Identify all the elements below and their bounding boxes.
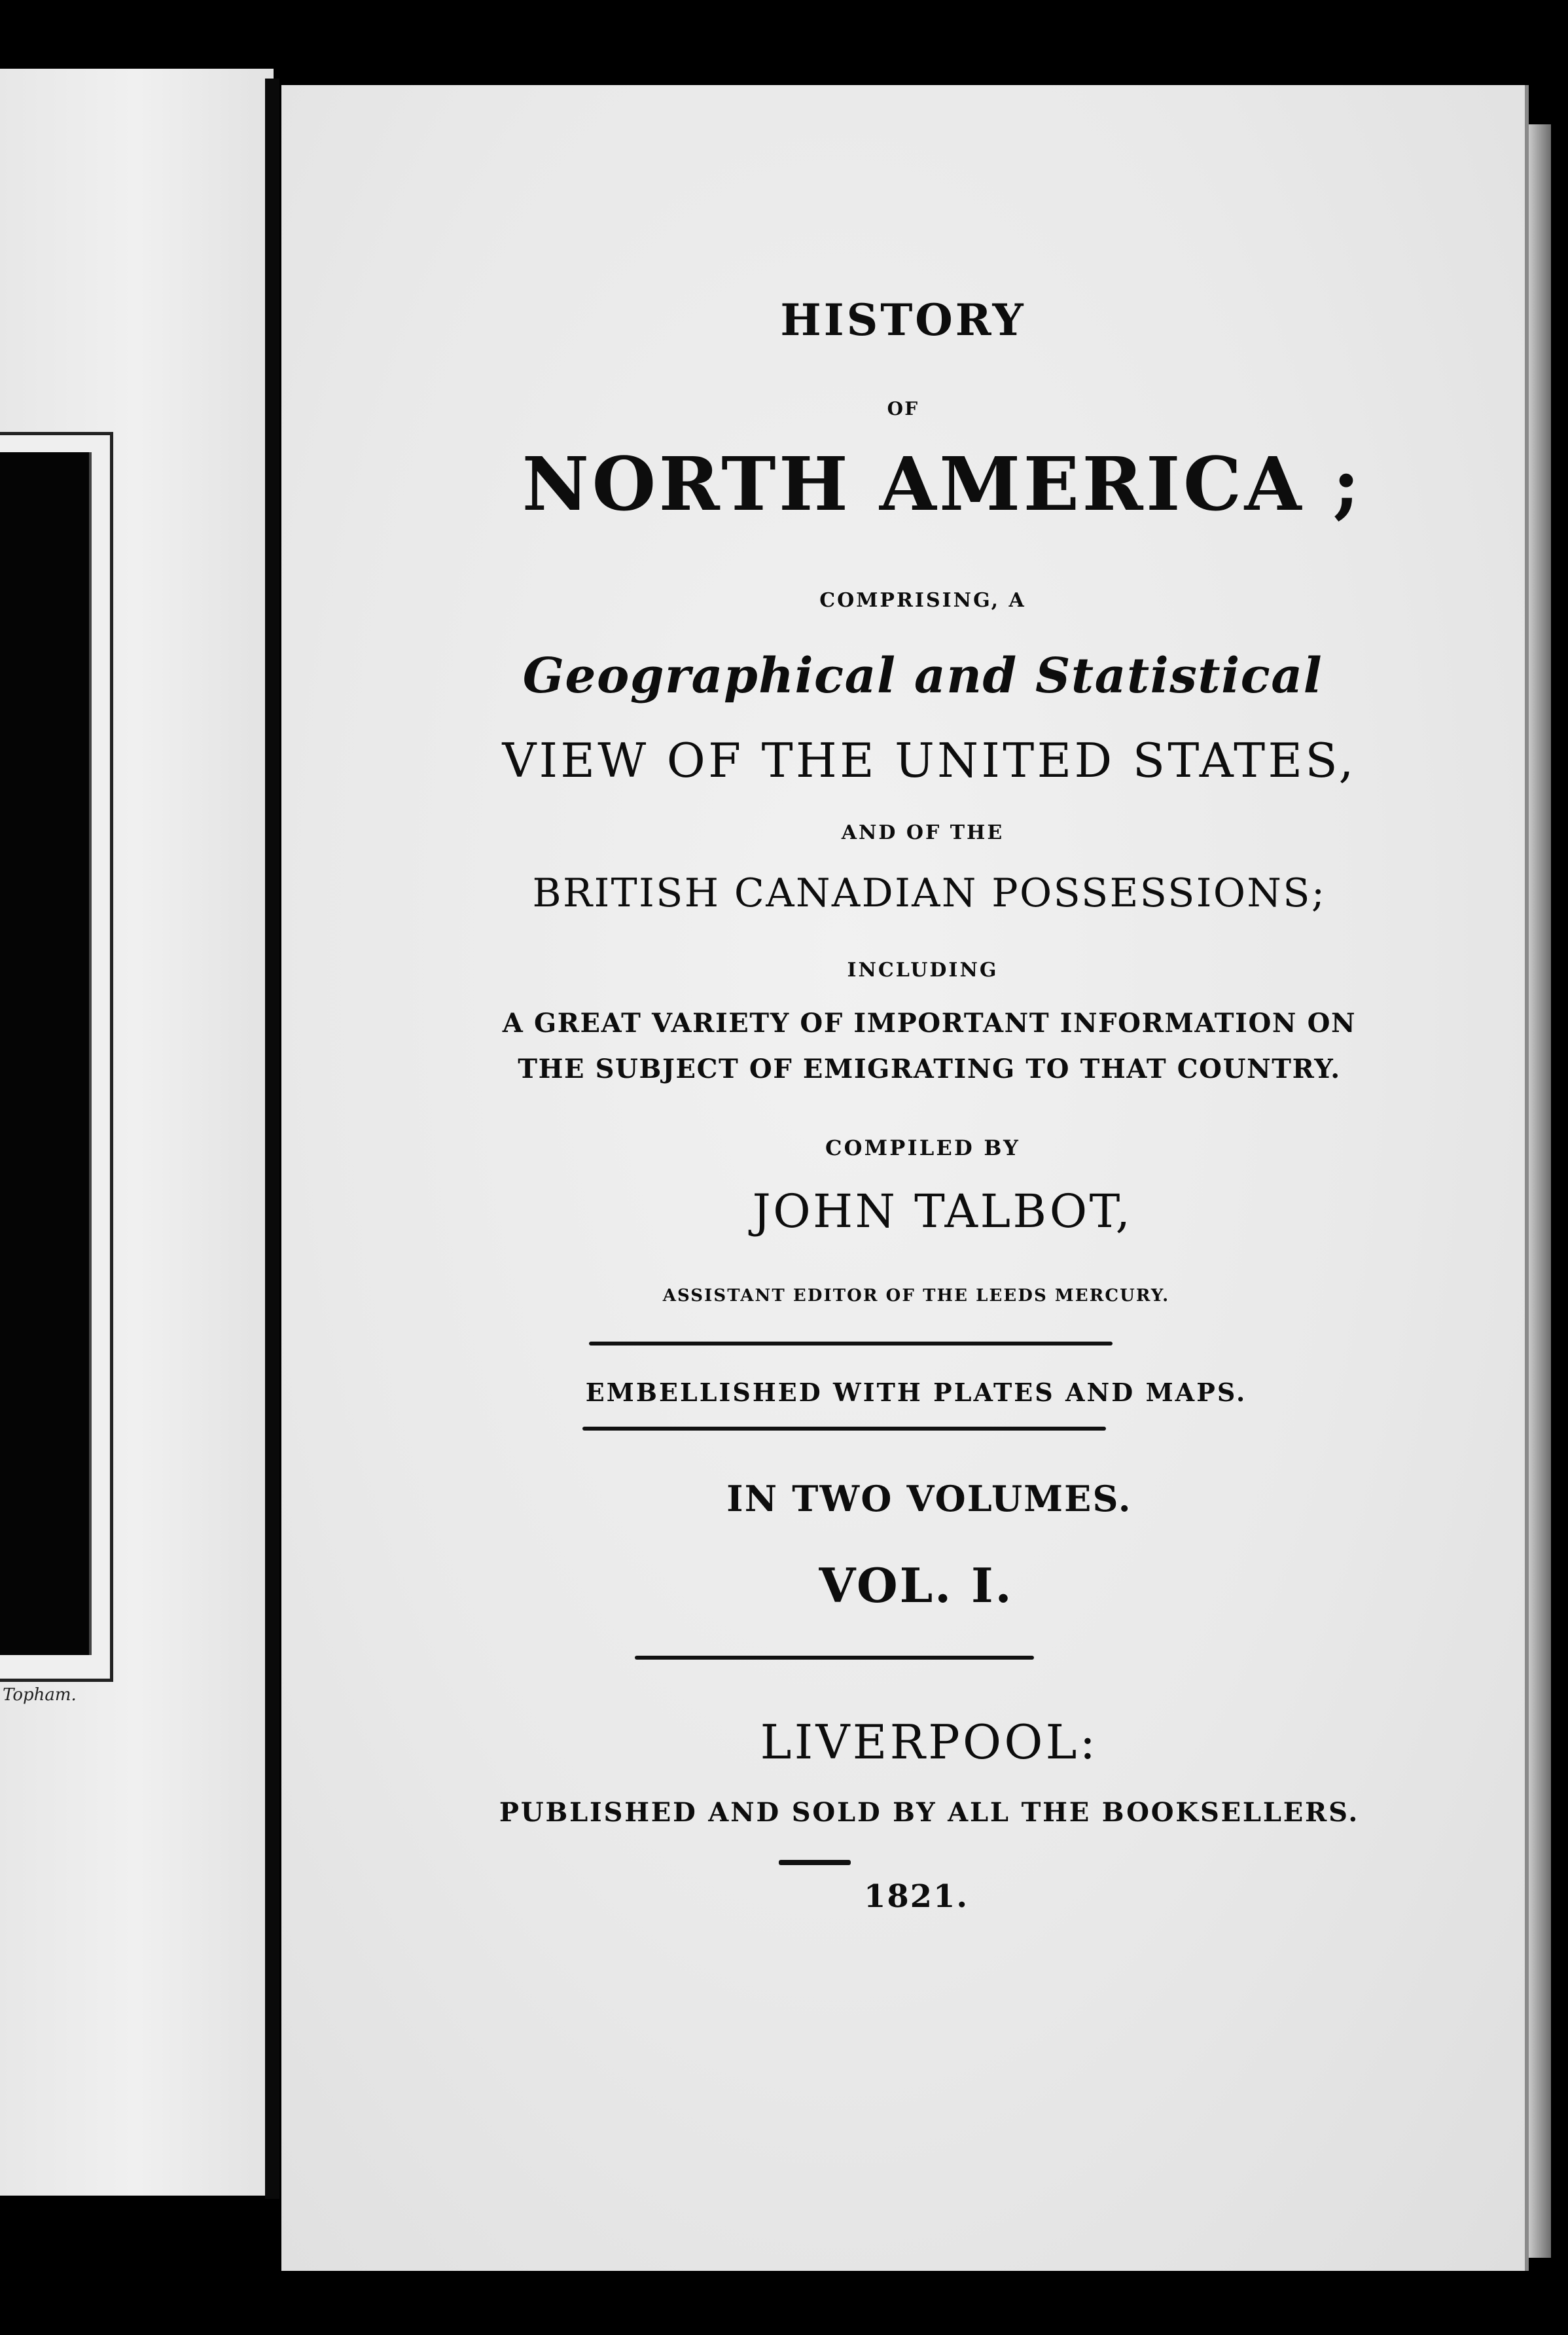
title-north-america: NORTH AMERICA ; <box>522 442 1363 527</box>
frontispiece-plate-frame <box>0 432 113 1682</box>
publication-year: 1821. <box>864 1878 969 1915</box>
and-of-the: AND OF THE <box>841 821 1005 844</box>
variety-line-1: A GREAT VARIETY OF IMPORTANT INFORMATION ON <box>502 1008 1357 1039</box>
british-canadian-possessions: BRITISH CANADIAN POSSESSIONS; <box>532 870 1327 916</box>
comprising-line: COMPRISING, A <box>819 589 1026 612</box>
frontispiece-plate-image <box>0 452 92 1655</box>
volume-number: VOL. I. <box>819 1558 1014 1613</box>
publisher-line: PUBLISHED AND SOLD BY ALL THE BOOKSELLERS. <box>499 1797 1360 1828</box>
including-line: INCLUDING <box>847 959 999 982</box>
variety-line-2: THE SUBJECT OF EMIGRATING TO THAT COUNTRY. <box>518 1054 1341 1084</box>
subtitle-geographical: Geographical and Statistical <box>522 648 1323 704</box>
author-name: JOHN TALBOT, <box>752 1185 1133 1238</box>
title-of: OF <box>887 398 919 419</box>
place-liverpool: LIVERPOOL: <box>760 1715 1099 1770</box>
divider-rule-2 <box>582 1427 1106 1431</box>
compiled-by: COMPILED BY <box>825 1135 1021 1160</box>
divider-rule-1 <box>589 1342 1113 1346</box>
two-volumes: IN TWO VOLUMES. <box>726 1478 1132 1520</box>
title-page <box>281 85 1529 2271</box>
engraver-credit: Topham. <box>3 1685 77 1705</box>
facing-page <box>0 69 274 2196</box>
divider-rule-3 <box>635 1656 1034 1660</box>
title-history: HISTORY <box>780 294 1026 346</box>
view-united-states: VIEW OF THE UNITED STATES, <box>502 733 1357 788</box>
book-gutter <box>265 79 279 2199</box>
embellished-line: EMBELLISHED WITH PLATES AND MAPS. <box>585 1378 1247 1407</box>
author-role: ASSISTANT EDITOR OF THE LEEDS MERCURY. <box>662 1286 1170 1306</box>
divider-rule-4 <box>779 1860 851 1865</box>
